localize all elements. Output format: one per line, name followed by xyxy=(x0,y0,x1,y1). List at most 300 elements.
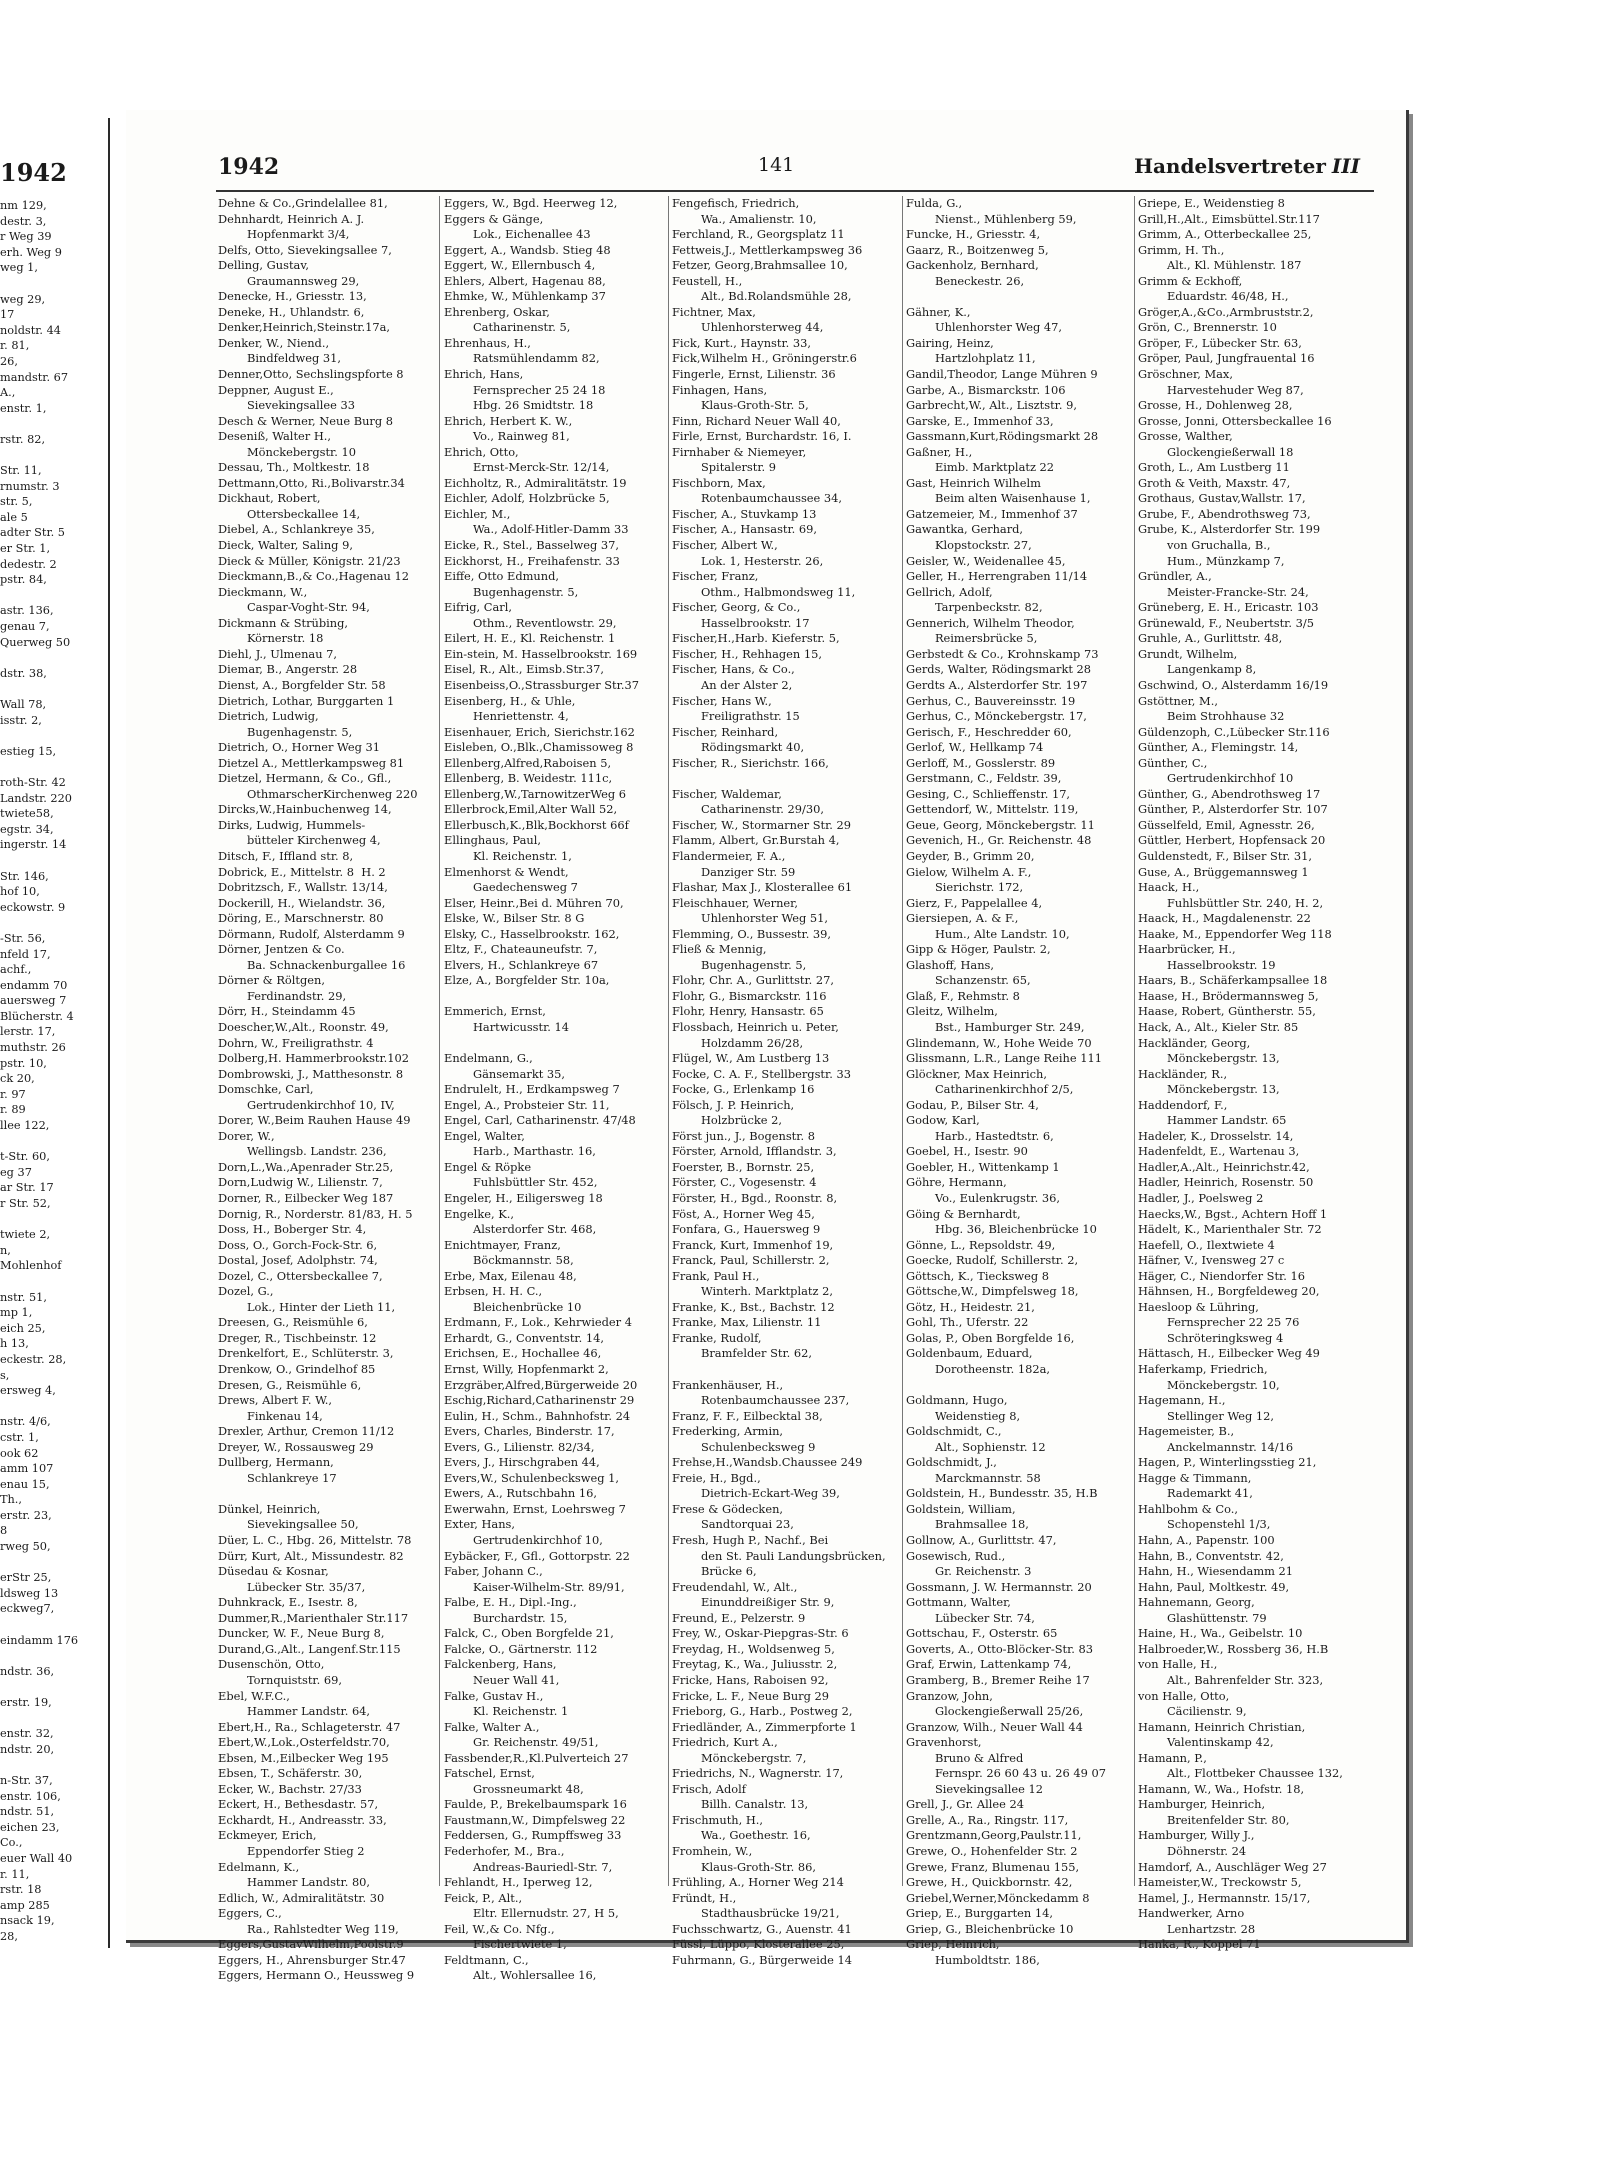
directory-entry-line: Feick, P., Alt., xyxy=(444,1890,523,1905)
directory-entry-line: Enichtmayer, Franz, xyxy=(444,1237,561,1252)
directory-entry-line xyxy=(0,1212,78,1228)
directory-entry-line: Schulenbecksweg 9 xyxy=(672,1439,816,1454)
directory-entry-line: Gevenich, H., Gr. Reichenstr. 48 xyxy=(906,833,1092,848)
directory-entry-line: Hum., Münzkamp 7, xyxy=(1138,553,1289,568)
directory-entry-line: Hbg. 26 Smidtstr. 18 xyxy=(444,398,594,413)
directory-entry-line: Fischborn, Max, xyxy=(672,475,766,490)
directory-entry-line: eg 37 xyxy=(0,1165,32,1179)
directory-entry-line xyxy=(0,759,78,775)
directory-entry-line: Freiligrathstr. 15 xyxy=(672,709,800,724)
directory-entry-line: Cäcilienstr. 9, xyxy=(1138,1704,1251,1719)
directory-entry-line: Grill,H.,Alt., Eimsbüttel.Str.117 xyxy=(1138,211,1320,226)
directory-entry-line: Ebel, W.F.C., xyxy=(218,1688,290,1703)
directory-entry-line: Günther, G., Abendrothsweg 17 xyxy=(1138,786,1321,801)
directory-entry-line: Fischer,H.,Harb. Kieferstr. 5, xyxy=(672,631,844,646)
directory-entry-line: Elser, Heinr.,Bei d. Mühren 70, xyxy=(444,895,628,910)
directory-entry-line: bütteler Kirchenweg 4, xyxy=(218,833,385,848)
directory-entry-line: Mönckebergstr. 10 xyxy=(218,444,356,459)
directory-entry-line: Goebel, H., Isestr. 90 xyxy=(906,1144,1028,1159)
directory-entry-line: Dietrich, O., Horner Weg 31 xyxy=(218,740,380,755)
directory-entry-line: Grüneberg, E. H., Ericastr. 103 xyxy=(1138,600,1319,615)
directory-entry-line: Engel & Röpke xyxy=(444,1159,532,1174)
directory-entry-line: Eckert, H., Bethesdastr. 57, xyxy=(218,1797,382,1812)
directory-entry-line: 17 xyxy=(0,308,15,322)
directory-entry-line: auersweg 7 xyxy=(0,994,67,1008)
directory-entry-line: Ewerwahn, Ernst, Loehrsweg 7 xyxy=(444,1501,626,1516)
directory-entry-line: Eltz, F., Chateauneufstr. 7, xyxy=(444,942,602,957)
directory-entry-line: Mönckebergstr. 10, xyxy=(1138,1377,1284,1392)
directory-entry-line: Erbe, Max, Eilenau 48, xyxy=(444,1268,581,1283)
directory-entry-line: r Str. 52, xyxy=(0,1197,55,1210)
directory-entry-line: Gleitz, Wilhelm, xyxy=(906,1004,998,1019)
directory-entry-line: Gravenhorst, xyxy=(906,1735,982,1750)
directory-entry-line: Blücherstr. 4 xyxy=(0,1009,74,1023)
directory-entry-line: Deneke, H., Uhlandstr. 6, xyxy=(218,304,368,319)
directory-entry-line: Goverts, A., Otto-Blöcker-Str. 83 xyxy=(906,1641,1094,1656)
directory-entry-line: Freytag, K., Wa., Juliusstr. 2, xyxy=(672,1657,841,1672)
directory-entry-line: Alt., Wohlersallee 16, xyxy=(444,1968,600,1983)
column-divider xyxy=(439,196,440,1886)
directory-entry-line: Glashüttenstr. 79 xyxy=(1138,1610,1267,1625)
directory-entry-line: Grentzmann,Georg,Paulstr.11, xyxy=(906,1828,1086,1843)
directory-entry-line: Franke, Rudolf, xyxy=(672,1330,762,1345)
directory-entry-line: pstr. 10, xyxy=(0,1056,51,1070)
directory-entry-line: muthstr. 26 xyxy=(0,1041,66,1055)
directory-entry-line: Eiffe, Otto Edmund, xyxy=(444,569,559,584)
directory-entry-line: pstr. 84, xyxy=(0,573,51,587)
directory-entry-line: Dietzel, Hermann, & Co., Gfl., xyxy=(218,771,392,786)
directory-entry-line: n-Str. 37, xyxy=(0,1773,57,1787)
directory-entry-line: Grimm, H. Th., xyxy=(1138,242,1225,257)
directory-entry-line: Focke, G., Erlenkamp 16 xyxy=(672,1082,815,1097)
directory-entry-line: Eisel, R., Alt., Eimsb.Str.37, xyxy=(444,662,608,677)
directory-entry-line: Ellenberg,Alfred,Raboisen 5, xyxy=(444,755,615,770)
directory-entry-line: Garbe, A., Bismarckstr. 106 xyxy=(906,382,1066,397)
section-number: III xyxy=(1331,154,1360,178)
directory-entry-line: Wa., Goethestr. 16, xyxy=(672,1828,815,1843)
directory-entry-line: nstr. 4/6, xyxy=(0,1415,55,1429)
directory-entry-line: Lok., Hinter der Lieth 11, xyxy=(218,1299,399,1314)
directory-entry-line: von Halle, Otto, xyxy=(1138,1688,1230,1703)
directory-entry-line: Glöckner, Max Heinrich, xyxy=(906,1066,1047,1081)
directory-entry-line xyxy=(0,728,78,744)
directory-entry-line: Kl. Reichenstr. 1 xyxy=(444,1704,572,1719)
directory-entry-line: Golas, P., Oben Borgfelde 16, xyxy=(906,1330,1078,1345)
directory-entry-line: Dehne & Co.,Grindelallee 81, xyxy=(218,196,392,210)
directory-entry-line: r. 89 xyxy=(0,1103,26,1117)
directory-entry-line: Co., xyxy=(0,1836,23,1850)
directory-entry-line: Eggers, Hermann O., Heussweg 9 xyxy=(218,1968,415,1983)
directory-entry-line: Landstr. 220 xyxy=(0,791,72,805)
directory-entry-line: Gröschner, Max, xyxy=(1138,367,1233,382)
directory-entry-line: Gairing, Heinz, xyxy=(906,335,994,350)
directory-entry-line: Gaedechensweg 7 xyxy=(444,880,578,895)
directory-entry-line: Eisenhauer, Erich, Sierichstr.162 xyxy=(444,724,635,739)
directory-entry-line: Grelle, A., Ra., Ringstr. 117, xyxy=(906,1812,1072,1827)
directory-entry-line: mp 1, xyxy=(0,1306,36,1320)
directory-entry-line: Gottmann, Walter, xyxy=(906,1595,1011,1610)
directory-entry-line: Firle, Ernst, Burchardstr. 16, I. xyxy=(672,429,852,444)
directory-entry-line: r Weg 39 xyxy=(0,230,52,244)
directory-entry-line: noldstr. 44 xyxy=(0,323,61,337)
directory-entry-line: Hamdorf, A., Auschläger Weg 27 xyxy=(1138,1859,1327,1874)
directory-entry-line: twiete58, xyxy=(0,807,58,821)
directory-entry-line: Feil, W.,& Co. Nfg., xyxy=(444,1921,555,1936)
directory-entry-line: Guldenstedt, F., Bilser Str. 31, xyxy=(1138,848,1316,863)
directory-entry-line: Rotenbaumchaussee 237, xyxy=(672,1393,853,1408)
previous-page-strip xyxy=(0,118,110,1948)
directory-entry-line: Frischmuth, H., xyxy=(672,1812,764,1827)
directory-entry-line: Hasselbrookstr. 17 xyxy=(672,615,810,630)
directory-entry-line: Gellrich, Adolf, xyxy=(906,584,993,599)
directory-entry-line xyxy=(0,1757,78,1773)
directory-entry-line: Bindfeldweg 31, xyxy=(218,351,345,366)
directory-entry-line: Döhnerstr. 24 xyxy=(1138,1843,1247,1858)
directory-entry-line: Frieborg, G., Harb., Postweg 2, xyxy=(672,1704,857,1719)
directory-entry-line: Haefell, O., Ilextwiete 4 xyxy=(1138,1237,1275,1252)
directory-entry-line: Gerhus, C., Mönckebergstr. 17, xyxy=(906,709,1091,724)
directory-entry-line: Faulde, P., Brekelbaumspark 16 xyxy=(444,1797,627,1812)
directory-entry-line: Freydag, H., Woldsenweg 5, xyxy=(672,1641,839,1656)
directory-entry-line: Harvestehuder Weg 87, xyxy=(1138,382,1308,397)
directory-entry-line: Hagemann, H., xyxy=(1138,1393,1226,1408)
directory-entry-line: Faustmann,W., Dimpfelsweg 22 xyxy=(444,1812,626,1827)
directory-entry-line: Th., xyxy=(0,1493,22,1507)
directory-entry-line: ndstr. 36, xyxy=(0,1664,58,1678)
directory-entry-line: Halbroeder,W., Rossberg 36, H.B xyxy=(1138,1641,1329,1656)
directory-entry-line: ldsweg 13 xyxy=(0,1586,59,1600)
page-number: 141 xyxy=(758,154,795,176)
directory-entry-line: Fischer, Hans W., xyxy=(672,693,772,708)
directory-entry-line xyxy=(672,1362,902,1378)
directory-entry-line: Gerlof, W., Hellkamp 74 xyxy=(906,740,1044,755)
directory-entry-line: Grube, K., Alsterdorfer Str. 199 xyxy=(1138,522,1321,537)
directory-entry-line: roth-Str. 42 xyxy=(0,775,66,789)
directory-entry-line: Dörr, H., Steindamm 45 xyxy=(218,1004,356,1019)
directory-entry-line: Hadenfeldt, E., Wartenau 3, xyxy=(1138,1144,1303,1159)
directory-entry-line xyxy=(0,1711,78,1727)
directory-entry-line: Denker, W., Niend., xyxy=(218,335,330,350)
directory-entry-line: Güldenzoph, C.,Lübecker Str.116 xyxy=(1138,724,1330,739)
directory-entry-line: Dohrn, W., Freiligrathstr. 4 xyxy=(218,1035,374,1050)
directory-entry-line: Graumannsweg 29, xyxy=(218,273,363,288)
directory-entry-line: Lok., Eichenallee 43 xyxy=(444,227,591,242)
directory-entry-line: Falckenberg, Hans, xyxy=(444,1657,557,1672)
directory-entry-line: Eisleben, O.,Blk.,Chamissoweg 8 xyxy=(444,740,634,755)
directory-entry-line: Uhlenhorster Weg 47, xyxy=(906,320,1066,335)
directory-entry-line: Dullberg, Hermann, xyxy=(218,1455,334,1470)
directory-entry-line: Ein-stein, M. Hasselbrookstr. 169 xyxy=(444,646,638,661)
directory-entry-line: Dorotheenstr. 182a, xyxy=(906,1362,1054,1377)
directory-entry-line: Catharinenstr. 5, xyxy=(444,320,575,335)
directory-entry-line: Haesloop & Lühring, xyxy=(1138,1299,1259,1314)
directory-entry-line: Catharinenstr. 29/30, xyxy=(672,802,828,817)
header-rule xyxy=(216,190,1374,192)
directory-entry-line: Dieckmann,B.,& Co.,Hagenau 12 xyxy=(218,569,410,584)
directory-entry-line: erstr. 19, xyxy=(0,1696,56,1709)
directory-entry-line: Hbg. 36, Bleichenbrücke 10 xyxy=(906,1222,1097,1237)
directory-entry-line: Dietrich-Eckart-Weg 39, xyxy=(672,1486,844,1501)
directory-entry-line: Henriettenstr. 4, xyxy=(444,709,573,724)
directory-entry-line: Groth & Veith, Maxstr. 47, xyxy=(1138,475,1294,490)
directory-entry-line: dstr. 38, xyxy=(0,666,51,680)
directory-entry-line: Othm., Reventlowstr. 29, xyxy=(444,615,621,630)
directory-entry-line: Elske, W., Bilser Str. 8 G xyxy=(444,911,585,926)
directory-entry-line: destr. 3, xyxy=(0,214,50,228)
directory-entry-line: Flashar, Max J., Klosterallee 61 xyxy=(672,880,853,895)
column-divider xyxy=(1134,196,1135,1886)
directory-entry-line: Haars, B., Schäferkampsallee 18 xyxy=(1138,973,1328,988)
directory-entry-line: Fischer, Hans, & Co., xyxy=(672,662,795,677)
directory-entry-line: Gerloff, M., Gosslerstr. 89 xyxy=(906,755,1056,770)
directory-entry-line: Hartzlohplatz 11, xyxy=(906,351,1040,366)
directory-entry-line: Eichler, Adolf, Holzbrücke 5, xyxy=(444,491,614,506)
directory-entry-line: Neuer Wall 41, xyxy=(444,1672,563,1687)
directory-entry-line: Mönckebergstr. 7, xyxy=(672,1750,810,1765)
directory-entry-line: Grewe, O., Hohenfelder Str. 2 xyxy=(906,1843,1078,1858)
directory-entry-line: Hamel, J., Hermannstr. 15/17, xyxy=(1138,1890,1315,1905)
directory-entry-line: Andreas-Bauriedl-Str. 7, xyxy=(444,1859,616,1874)
directory-entry-line: Schlankreye 17 xyxy=(218,1470,337,1485)
directory-entry-line: Günther, P., Alsterdorfer Str. 107 xyxy=(1138,802,1328,817)
directory-entry-line xyxy=(906,1378,1130,1394)
directory-entry-line: Hamann, Heinrich Christian, xyxy=(1138,1719,1306,1734)
directory-entry-line: Frehse,H.,Wandsb.Chaussee 249 xyxy=(672,1455,863,1470)
directory-entry-line: Ellinghaus, Paul, xyxy=(444,833,541,848)
directory-page xyxy=(126,110,1409,1983)
directory-entry-line: Eggers, H., Ahrensburger Str.47 xyxy=(218,1952,406,1967)
directory-entry-line: Griep, Heinrich, xyxy=(906,1937,1000,1952)
directory-entry-line: Spitalerstr. 9 xyxy=(672,460,777,475)
directory-entry-line: Federhofer, M., Bra., xyxy=(444,1843,565,1858)
directory-entry-line: Güsselfeld, Emil, Agnesstr. 26, xyxy=(1138,817,1319,832)
directory-entry-line: Eppendorfer Stieg 2 xyxy=(218,1843,365,1858)
directory-entry-line: Evers, G., Lilienstr. 82/34, xyxy=(444,1439,599,1454)
directory-entry-line: Gerds, Walter, Rödingsmarkt 28 xyxy=(906,662,1092,677)
directory-entry-line: Gierz, F., Pappelallee 4, xyxy=(906,895,1046,910)
directory-entry-line: Dörner, Jentzen & Co. xyxy=(218,942,345,957)
directory-entry-line: Gr. Reichenstr. 3 xyxy=(906,1564,1032,1579)
directory-entry-line: Lübecker Str. 35/37, xyxy=(218,1579,369,1594)
directory-entry-line: Dörmann, Rudolf, Alsterdamm 9 xyxy=(218,926,405,941)
directory-entry-line: Diehl, J., Ulmenau 7, xyxy=(218,646,341,661)
directory-entry-line: Fuhlsbüttler Str. 452, xyxy=(444,1175,602,1190)
directory-entry-line: Günther, A., Flemingstr. 14, xyxy=(1138,740,1302,755)
directory-entry-line: Fresh, Hugh P., Nachf., Bei xyxy=(672,1533,829,1548)
directory-entry-line: Grossneumarkt 48, xyxy=(444,1781,588,1796)
directory-entry-line: eckweg7, xyxy=(0,1602,58,1616)
directory-entry-line: Falbe, E. H., Dipl.-Ing., xyxy=(444,1595,577,1610)
directory-entry-line: euer Wall 40 xyxy=(0,1851,73,1865)
column-divider xyxy=(668,196,669,1886)
directory-entry-line: Geller, H., Herrengraben 11/14 xyxy=(906,569,1088,584)
directory-entry-line: enstr. 32, xyxy=(0,1727,58,1741)
directory-entry-line: Fischer, Albert W., xyxy=(672,538,778,553)
directory-entry-line: Hagge & Timmann, xyxy=(1138,1470,1252,1485)
directory-entry-line: Falcke, O., Gärtnerstr. 112 xyxy=(444,1641,598,1656)
directory-entry-line: 26, xyxy=(0,354,22,368)
directory-entry-line: Edlich, W., Admiralitätstr. 30 xyxy=(218,1890,385,1905)
directory-entry-line: Friedrichs, N., Wagnerstr. 17, xyxy=(672,1766,847,1781)
directory-entry-line: Ehrich, Herbert K. W., xyxy=(444,413,573,428)
directory-entry-line: Fischer, A., Stuvkamp 13 xyxy=(672,506,817,521)
directory-entry-line: Flemming, O., Bussestr. 39, xyxy=(672,926,835,941)
directory-entry-line: Götz, H., Heidestr. 21, xyxy=(906,1299,1039,1314)
directory-entry-line: Langenkamp 8, xyxy=(1138,662,1260,677)
directory-entry-line: Doss, O., Gorch-Fock-Str. 6, xyxy=(218,1237,381,1252)
directory-entry-line: Franck, Kurt, Immenhof 19, xyxy=(672,1237,837,1252)
directory-entry-line: Dietrich, Ludwig, xyxy=(218,709,319,724)
directory-entry-line: Caspar-Voght-Str. 94, xyxy=(218,600,374,615)
directory-entry-line: Eifrig, Carl, xyxy=(444,600,513,615)
directory-entry-line: t-Str. 60, xyxy=(0,1150,54,1164)
directory-entry-line: Klopstockstr. 27, xyxy=(906,538,1036,553)
directory-entry-line: Graf, Erwin, Lattenkamp 74, xyxy=(906,1657,1075,1672)
directory-entry-line: Erbsen, H. H. C., xyxy=(444,1284,543,1299)
directory-entry-line: Fischer, R., Sierichstr. 166, xyxy=(672,755,833,770)
directory-entry-line: Grön, C., Brennerstr. 10 xyxy=(1138,320,1277,335)
directory-entry-line: Dieck & Müller, Königstr. 21/23 xyxy=(218,553,401,568)
directory-entry-line: Duncker, W. F., Neue Burg 8, xyxy=(218,1626,389,1641)
directory-entry-line: Frankenhäuser, H., xyxy=(672,1377,784,1392)
directory-entry-line: Eggert, W., Ellernbusch 4, xyxy=(444,258,599,273)
directory-entry-line: Gossmann, J. W. Hermannstr. 20 xyxy=(906,1579,1092,1594)
directory-entry-line: Grünewald, F., Neubertstr. 3/5 xyxy=(1138,615,1314,630)
directory-entry-line: Dürr, Kurt, Alt., Missundestr. 82 xyxy=(218,1548,404,1563)
directory-entry-line: twiete 2, xyxy=(0,1228,54,1242)
directory-entry-line: Eduardstr. 46/48, H., xyxy=(1138,289,1293,304)
directory-entry-line: Gandil,Theodor, Lange Mühren 9 xyxy=(906,367,1098,382)
directory-entry-line: Häfner, V., Ivensweg 27 c xyxy=(1138,1253,1285,1268)
directory-entry-line: Dorner, R., Eilbecker Weg 187 xyxy=(218,1191,394,1205)
directory-entry-line: Uhlenhorsterweg 44, xyxy=(672,320,828,335)
directory-entry-line: Dettmann,Otto, Ri.,Bolivarstr.34 xyxy=(218,475,405,490)
directory-entry-line: Eggers, W., Bgd. Heerweg 12, xyxy=(444,196,621,210)
directory-entry-line: Franke, K., Bst., Bachstr. 12 xyxy=(672,1299,835,1314)
directory-entry-line: Flossbach, Heinrich u. Peter, xyxy=(672,1019,839,1034)
directory-entry-line: Edelmann, K., xyxy=(218,1859,300,1874)
directory-entry-line: Gackenholz, Bernhard, xyxy=(906,258,1039,273)
directory-entry-line: Godow, Karl, xyxy=(906,1113,980,1128)
directory-entry-line: er Str. 1, xyxy=(0,542,51,556)
directory-entry-line: Hammer Landstr. 65 xyxy=(1138,1113,1287,1128)
directory-entry-line: Gawantka, Gerhard, xyxy=(906,522,1024,537)
directory-entry-line: Fründt, H., xyxy=(672,1890,737,1905)
directory-entry-line: Gast, Heinrich Wilhelm xyxy=(906,475,1041,490)
directory-entry-line: Drews, Albert F. W., xyxy=(218,1393,333,1408)
directory-entry-line: Franz, F. F., Eilbecktal 38, xyxy=(672,1408,827,1423)
directory-entry-line xyxy=(218,1486,436,1502)
directory-entry-line: Sandtorquai 23, xyxy=(672,1517,798,1532)
directory-entry-line: Friedrich, Kurt A., xyxy=(672,1735,778,1750)
directory-entry-line: r. 81, xyxy=(0,339,33,353)
directory-entry-line: Frederking, Armin, xyxy=(672,1424,784,1439)
directory-entry-line xyxy=(0,588,78,604)
directory-entry-line: Endelmann, G., xyxy=(444,1051,533,1066)
directory-entry-line: von Halle, H., xyxy=(1138,1657,1218,1672)
page-title xyxy=(1134,154,1360,178)
directory-entry-line: Hadler, Heinrich, Rosenstr. 50 xyxy=(1138,1175,1314,1190)
directory-entry-line: Ferchland, R., Georgsplatz 11 xyxy=(672,227,845,242)
directory-entry-line xyxy=(0,650,78,666)
directory-entry-line: Gatzemeier, M., Immenhof 37 xyxy=(906,506,1078,521)
directory-entry-line: Hadler,A.,Alt., Heinrichstr.42, xyxy=(1138,1159,1314,1174)
directory-entry-line: eckestr. 28, xyxy=(0,1352,70,1366)
directory-entry-line: Eilert, H. E., Kl. Reichenstr. 1 xyxy=(444,631,616,646)
directory-entry-line: Humboldtstr. 186, xyxy=(906,1952,1044,1967)
directory-entry-line: Grosse, Jonni, Ottersbeckallee 16 xyxy=(1138,413,1332,428)
directory-entry-line: Fischer, A., Hansastr. 69, xyxy=(672,522,821,537)
directory-entry-line: Gramberg, B., Bremer Reihe 17 xyxy=(906,1672,1090,1687)
directory-entry-line: Hahnemann, Georg, xyxy=(1138,1595,1255,1610)
directory-entry-line: Ebert,W.,Lok.,Osterfeldstr.70, xyxy=(218,1735,394,1750)
directory-entry-line: Dietrich, Lothar, Burggarten 1 xyxy=(218,693,395,708)
directory-entry-line: Fischer, Franz, xyxy=(672,569,759,584)
directory-entry-line: Duhnkrack, E., Isestr. 8, xyxy=(218,1595,362,1610)
directory-entry-line: Ehrenberg, Oskar, xyxy=(444,304,550,319)
directory-entry-line: Diemar, B., Angerstr. 28 xyxy=(218,662,358,677)
entry-column-5 xyxy=(1138,196,1370,1952)
directory-entry-line: Beneckestr. 26, xyxy=(906,273,1028,288)
directory-entry-line: Haack, H., Magdalenenstr. 22 xyxy=(1138,911,1311,926)
directory-entry-line: den St. Pauli Landungsbrücken, xyxy=(672,1548,886,1563)
directory-entry-line: Haddendorf, F., xyxy=(1138,1097,1228,1112)
directory-entry-line: Brücke 6, xyxy=(672,1564,761,1579)
directory-entry-line: Eckhardt, H., Andreasstr. 33, xyxy=(218,1812,391,1827)
directory-entry-line: Dozel, G., xyxy=(218,1284,274,1299)
directory-entry-line: Gönne, L., Repsoldstr. 49, xyxy=(906,1237,1059,1252)
directory-entry-line: Hagen, P., Winterlingsstieg 21, xyxy=(1138,1455,1321,1470)
directory-entry-line xyxy=(0,1679,78,1695)
previous-page-year: 1942 xyxy=(0,158,67,187)
directory-entry-line: Fernsprecher 25 24 18 xyxy=(444,382,606,397)
directory-entry-line: Endrulelt, H., Erdkampsweg 7 xyxy=(444,1082,620,1097)
directory-entry-line: Dorer, W.,Beim Rauhen Hause 49 xyxy=(218,1113,411,1128)
directory-entry-line: Burchardstr. 15, xyxy=(444,1610,571,1625)
directory-entry-line: Dostal, Josef, Adolphstr. 74, xyxy=(218,1253,382,1268)
directory-entry-line: Gosewisch, Rud., xyxy=(906,1548,1006,1563)
directory-entry-line: Bleichenbrücke 10 xyxy=(444,1299,582,1314)
directory-entry-line: astr. 136, xyxy=(0,604,58,618)
directory-entry-line: Wellingsb. Landstr. 236, xyxy=(218,1144,391,1159)
directory-entry-line: erStr 25, xyxy=(0,1571,55,1585)
directory-entry-line: Dieckmann, W., xyxy=(218,584,308,599)
directory-entry-line: Alt., Bd.Rolandsmühle 28, xyxy=(672,289,856,304)
directory-entry-line: Frese & Gödecken, xyxy=(672,1501,784,1516)
directory-entry-line: Mönckebergstr. 13, xyxy=(1138,1051,1284,1066)
directory-entry-line: Erichsen, E., Hochallee 46, xyxy=(444,1346,605,1361)
directory-entry-line: Haake, M., Eppendorfer Weg 118 xyxy=(1138,926,1332,941)
directory-entry-line: Desch & Werner, Neue Burg 8 xyxy=(218,413,394,428)
directory-entry-line: Gröger,A.,&Co.,Armbruststr.2, xyxy=(1138,304,1318,319)
directory-entry-line: Eimb. Marktplatz 22 xyxy=(906,460,1055,475)
directory-entry-line: weg 1, xyxy=(0,261,42,275)
directory-entry-line: llee 122, xyxy=(0,1119,53,1133)
directory-entry-line: Gröper, F., Lübecker Str. 63, xyxy=(1138,335,1306,350)
directory-entry-line: Hahn, H., Wiesendamm 21 xyxy=(1138,1564,1294,1579)
directory-entry-line: Gähner, K., xyxy=(906,304,971,319)
directory-entry-line: Lübecker Str. 74, xyxy=(906,1610,1039,1625)
directory-entry-line: Drenkow, O., Grindelhof 85 xyxy=(218,1362,376,1377)
directory-entry-line: Hamburger, Willy J., xyxy=(1138,1828,1255,1843)
directory-entry-line: Dorn,L.,Wa.,Apenrader Str.25, xyxy=(218,1159,397,1174)
directory-entry-line: Holzdamm 26/28, xyxy=(672,1035,807,1050)
directory-entry-line: Griepe, E., Weidenstieg 8 xyxy=(1138,196,1285,210)
directory-entry-line: enau 15, xyxy=(0,1477,54,1491)
directory-entry-line: Haferkamp, Friedrich, xyxy=(1138,1362,1268,1377)
directory-entry-line: Hammer Landstr. 80, xyxy=(218,1875,374,1890)
directory-entry-line: Dünkel, Heinrich, xyxy=(218,1501,321,1516)
